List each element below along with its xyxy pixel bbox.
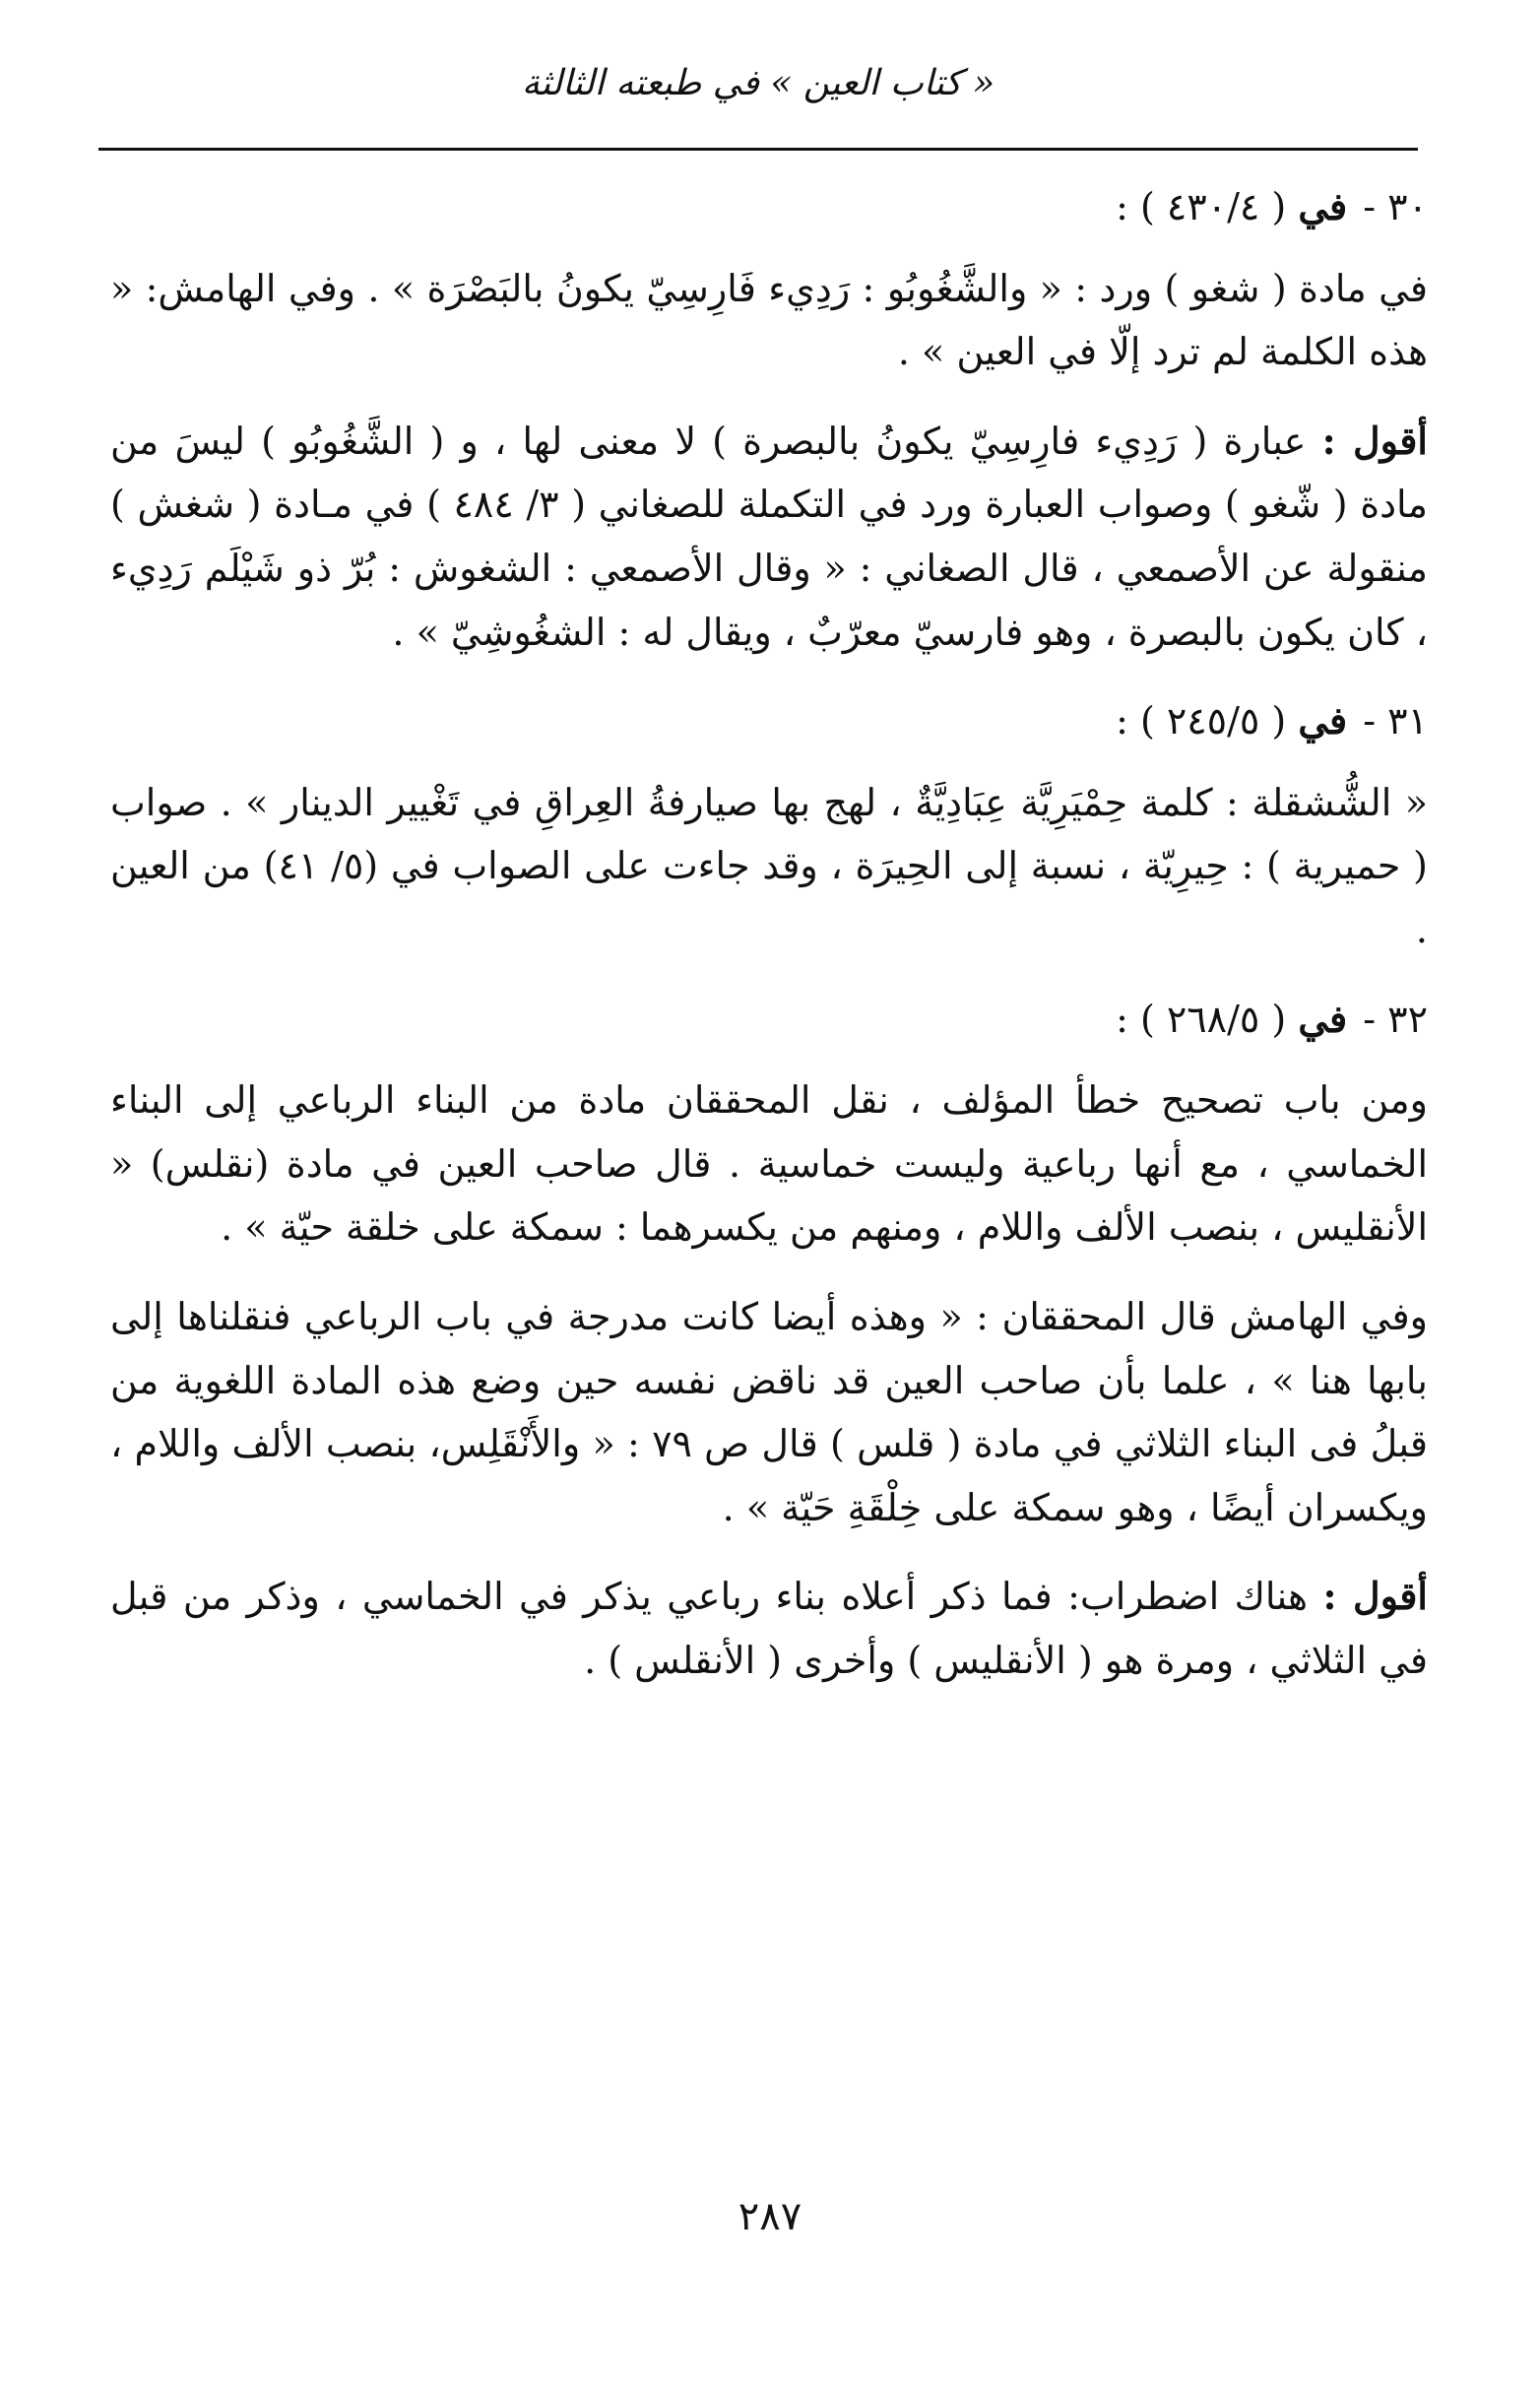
entry-fi: في bbox=[1298, 996, 1348, 1041]
page-number: ٢٨٧ bbox=[738, 2194, 802, 2239]
header-rule bbox=[98, 148, 1418, 151]
entry-reference: ( ٢٦٨/٥ ) : bbox=[1116, 997, 1287, 1041]
entry-heading bbox=[110, 175, 1428, 239]
paragraph bbox=[110, 257, 1428, 384]
running-head: « كتاب العين » في طبعته الثالثة bbox=[521, 63, 995, 103]
entry-30 bbox=[110, 175, 1428, 664]
page-body bbox=[110, 169, 1428, 1717]
paragraph-text: هناك اضطراب: فما ذكر أعلاه بناء رباعي يذكر في الخماسي ، وذكر من قبل في الثلاثي ، ومرة هو ( الأنقليس ) وأخرى ( الأنقلس ) . bbox=[110, 1575, 1428, 1682]
entry-heading bbox=[110, 988, 1428, 1052]
paragraph-text: وفي الهامش قال المحققان : « وهذه أيضا كانت مدرجة في باب الرباعي فنقلناها إلى بابها هنا » ، علما بأن صاحب العين قد ناقض نفسه حين وضع هذه المادة اللغوية من قبلُ فى البناء الثلاثي في مادة ( قلس ) قال ص ٧٩ : « والأَنْقَلِس، بنصب الألف واللام ، ويكسران أيضًا ، وهو سمكة على خِلْقَةِ حَيّة » . bbox=[110, 1294, 1428, 1529]
paragraph-text: « الشُّشقلة : كلمة حِمْيَرِيَّة عِبَادِيَّةٌ ، لهج بها صيارفةُ العِراقِ في تَغْيير الدينار » . صواب ( حميرية ) : حِيرِيّة ، نسبة إلى الحِيرَة ، وقد جاءت على الصواب في (٥/ ٤١) من العين . bbox=[110, 780, 1428, 951]
entry-heading bbox=[110, 689, 1428, 753]
entry-fi: في bbox=[1298, 184, 1348, 228]
entry-reference: ( ٢٤٥/٥ ) : bbox=[1116, 699, 1287, 743]
entry-number: ٣٢ - bbox=[1363, 997, 1428, 1041]
paragraph bbox=[110, 1068, 1428, 1260]
entry-31 bbox=[110, 689, 1428, 961]
paragraph bbox=[110, 1565, 1428, 1692]
paragraph-lead: أقول : bbox=[1321, 418, 1428, 463]
paragraph-text: عبارة ( رَدِيء فارِسِيّ يكونُ بالبصرة ) لا معنى لها ، و ( الشَّغُوبُو ) ليسَ من مادة ( شّغو ) وصواب العبارة ورد في التكملة للصغاني ( ٣/ ٤٨٤ ) في مـادة ( شغش ) منقولة عن الأصمعي ، قال الصغاني : « وقال الأصمعي : الشغوش : بُرّ ذو شَيْلَم رَدِيء ، كان يكون بالبصرة ، وهو فارسيّ معرّبٌ ، ويقال له : الشغُوشِيّ » . bbox=[110, 419, 1428, 654]
paragraph bbox=[110, 1285, 1428, 1539]
entry-fi: في bbox=[1298, 698, 1348, 743]
paragraph bbox=[110, 410, 1428, 664]
entry-number: ٣٠ - bbox=[1363, 185, 1428, 228]
paragraph bbox=[110, 771, 1428, 962]
entry-number: ٣١ - bbox=[1363, 699, 1428, 743]
paragraph-lead: أقول : bbox=[1322, 1574, 1428, 1619]
paragraph-text: ومن باب تصحيح خطأ المؤلف ، نقل المحققان مادة من البناء الرباعي إلى البناء الخماسي ، مع أنها رباعية وليست خماسية . قال صاحب العين في مادة (نقلس) « الأنقليس ، بنصب الألف واللام ، ومنهم من يكسرهما : سمكة على خلقة حيّة » . bbox=[110, 1078, 1428, 1250]
paragraph-text: في مادة ( شغو ) ورد : « والشَّغُوبُو : رَدِيء فَارِسِيّ يكونُ بالبَصْرَة » . وفي الهامش: « هذه الكلمة لم ترد إلّا في العين » . bbox=[110, 266, 1428, 374]
entry-reference: ( ٤٣٠/٤ ) : bbox=[1116, 185, 1287, 228]
entry-32 bbox=[110, 988, 1428, 1693]
